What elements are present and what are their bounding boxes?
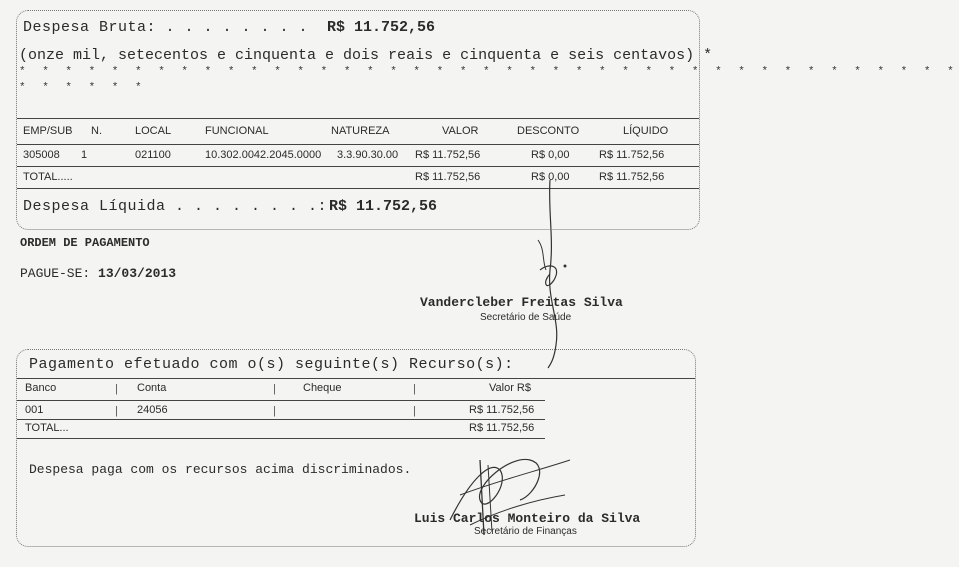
- cell-natureza: 3.3.90.30.00: [337, 149, 399, 161]
- header-valor-rs: Valor R$: [489, 382, 531, 394]
- cell-valor: R$ 11.752,56: [415, 149, 481, 161]
- pague-se-date: 13/03/2013: [98, 266, 177, 281]
- header-desconto: DESCONTO: [517, 125, 580, 137]
- header-n: N.: [91, 125, 102, 137]
- signature-financas-role: Secretário de Finanças: [474, 526, 577, 537]
- cell-valor-rs: R$ 11.752,56: [469, 404, 535, 416]
- signature-saude-role: Secretário de Saúde: [480, 312, 572, 323]
- header-natureza: NATUREZA: [331, 125, 390, 137]
- recursos-total-value: R$ 11.752,56: [469, 422, 535, 434]
- cell-local: 021100: [135, 149, 171, 161]
- signature-saude-scribble: [520, 170, 580, 370]
- recursos-row-rule: [17, 419, 545, 420]
- header-emp-sub: EMP/SUB: [23, 125, 73, 137]
- cell-n: 1: [81, 149, 88, 161]
- despesa-bruta-value: R$ 11.752,56: [327, 19, 436, 36]
- column-separator: |: [273, 405, 276, 417]
- recursos-header-rule: [17, 400, 545, 401]
- total-valor: R$ 11.752,56: [415, 171, 481, 183]
- column-separator: |: [413, 405, 416, 417]
- signature-financas-name: Luis Carlos Monteiro da Silva: [414, 511, 641, 526]
- table-header-rule: [17, 144, 699, 145]
- pague-se-line: [20, 266, 176, 281]
- despesa-liquida-value: R$ 11.752,56: [329, 198, 438, 215]
- total-label: TOTAL.....: [23, 171, 73, 183]
- table-bottom-rule: [17, 188, 699, 189]
- cell-liquido: R$ 11.752,56: [599, 149, 665, 161]
- header-liquido: LÍQUIDO: [623, 125, 669, 137]
- despesa-paga-message: Despesa paga com os recursos acima discriminados.: [29, 462, 412, 477]
- signature-saude-name: Vandercleber Freitas Silva: [420, 295, 623, 310]
- pagamento-title: Pagamento efetuado com o(s) seguinte(s) Recurso(s):: [29, 356, 514, 373]
- header-conta: Conta: [137, 382, 167, 394]
- total-desconto: R$ 0,00: [531, 171, 570, 183]
- table-row-rule: [17, 166, 699, 167]
- ordem-de-pagamento-title: ORDEM DE PAGAMENTO: [20, 236, 150, 250]
- filler-stars-line-2: * * * * * *: [19, 82, 147, 94]
- column-separator: |: [273, 383, 276, 395]
- pague-se-label: PAGUE-SE:: [20, 266, 91, 281]
- header-local: LOCAL: [135, 125, 172, 137]
- header-cheque: Cheque: [303, 382, 342, 394]
- recursos-total-label: TOTAL...: [25, 422, 69, 434]
- cell-funcional: 10.302.0042.2045.0000: [205, 149, 322, 161]
- column-separator: |: [115, 383, 118, 395]
- cell-conta: 24056: [137, 404, 168, 416]
- filler-stars-line-1: * * * * * * * * * * * * * * * * * * * * * * * * * * * * * * * * * * * * * * * * *: [19, 66, 959, 78]
- recursos-bottom-rule: [17, 438, 545, 439]
- cell-banco: 001: [25, 404, 44, 416]
- valor-por-extenso: (onze mil, setecentos e cinquenta e dois reais e cinquenta e seis centavos) *: [19, 47, 713, 64]
- table-top-rule: [17, 118, 699, 119]
- despesa-liquida-label: Despesa Líquida . . . . . . . .:: [23, 198, 328, 215]
- header-funcional: FUNCIONAL: [205, 125, 269, 137]
- cell-emp-sub: 305008: [23, 149, 60, 161]
- recursos-top-rule: [17, 378, 695, 379]
- cell-desconto: R$ 0,00: [531, 149, 570, 161]
- header-banco: Banco: [25, 382, 57, 394]
- column-separator: |: [413, 383, 416, 395]
- total-liquido: R$ 11.752,56: [599, 171, 665, 183]
- header-valor: VALOR: [442, 125, 479, 137]
- column-separator: |: [115, 405, 118, 417]
- despesa-bruta-label: Despesa Bruta: . . . . . . . .: [23, 19, 309, 36]
- despesa-box: [16, 10, 959, 230]
